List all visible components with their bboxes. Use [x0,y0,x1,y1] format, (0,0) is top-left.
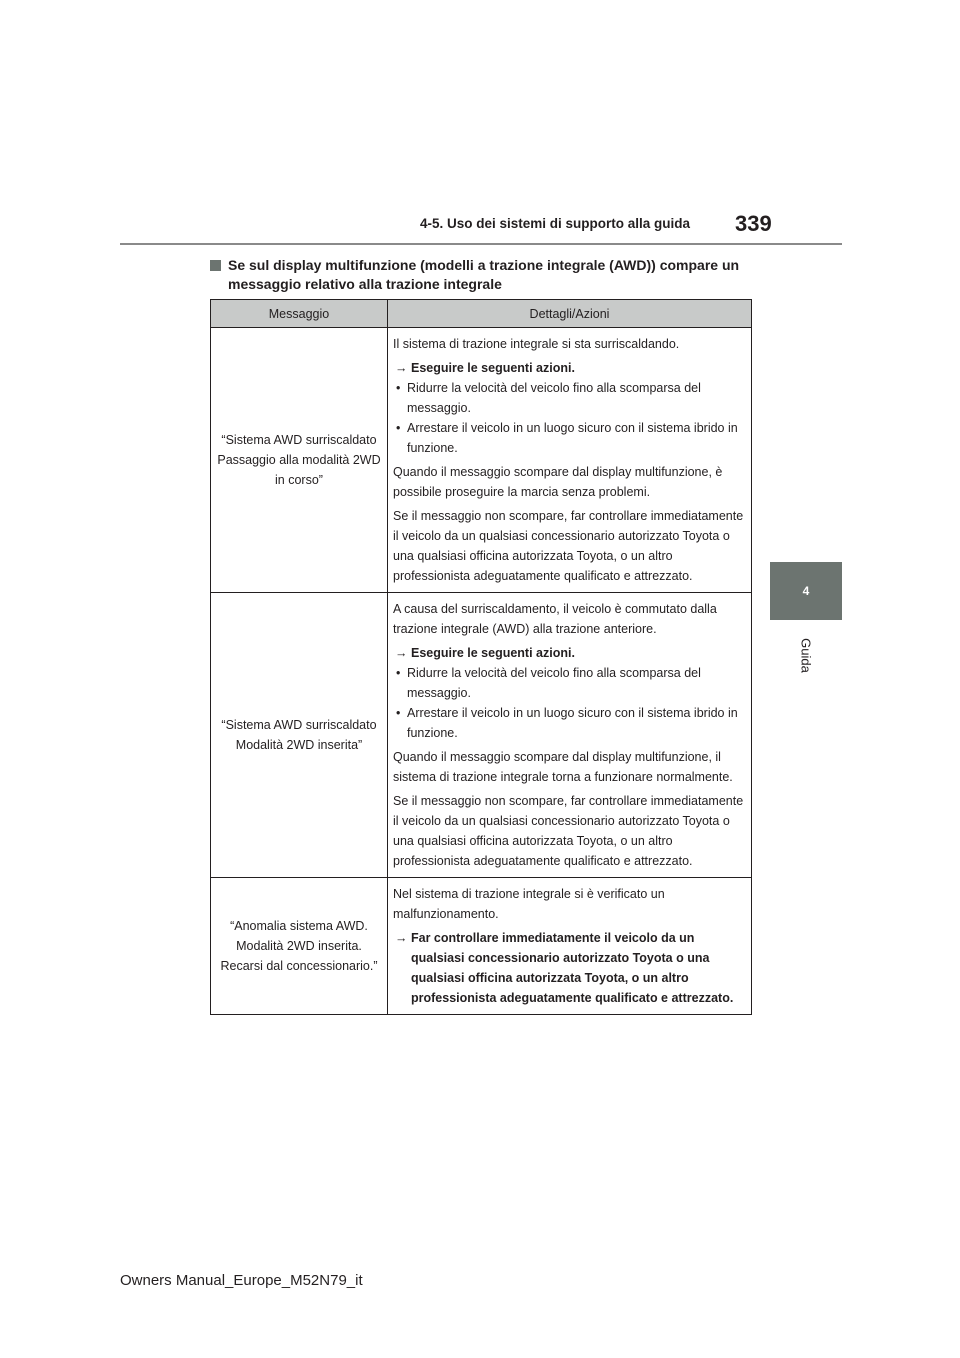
action-text: Eseguire le seguenti azioni. [411,646,575,660]
chapter-tab[interactable] [770,562,842,620]
details-note: Quando il messaggio scompare dal display multifunzione, è possibile proseguire la marcia senza problemi. [393,465,723,499]
bullet-dot-icon: • [396,666,401,680]
message-line: “Sistema AWD surriscaldato [221,433,377,447]
message-line: Modalità 2WD inserita. [236,939,362,953]
message-line: in corso” [275,473,323,487]
details-cell [388,878,752,1015]
action-text: Far controllare immediatamente il veicolo da un qualsiasi concessionario autorizzato Toyota o una qualsiasi officina autorizzata Toyota, o un altro professionista adeguatamente qualificato e attrezzato. [411,931,734,1005]
message-cell [211,878,388,1015]
action-line [393,358,747,378]
message-table [210,299,752,1015]
message-line: “Sistema AWD surriscaldato [221,718,377,732]
arrow-right-icon: → [395,931,408,945]
list-item-text: Ridurre la velocità del veicolo fino alla scomparsa del messaggio. [407,666,701,700]
list-item-text: Arrestare il veicolo in un luogo sicuro con il sistema ibrido in funzione. [407,706,738,740]
message-line: Modalità 2WD inserita” [235,738,363,752]
list-item [393,418,747,458]
arrow-right-icon: → [395,361,408,375]
running-header-title: 4-5. Uso dei sistemi di supporto alla guida [420,216,691,231]
bullet-dot-icon: • [396,421,401,435]
table-row [211,328,752,593]
square-bullet-icon [210,260,221,271]
action-line [393,643,747,663]
details-cell [388,593,752,878]
details-note: Se il messaggio non scompare, far controllare immediatamente il veicolo da un qualsiasi concessionario autorizzato Toyota o una qualsiasi officina autorizzata Toyota, o un altro professionista adeguatamente qualificato e attrezzato. [393,794,744,868]
message-cell [211,328,388,593]
bullet-dot-icon: • [396,706,401,720]
details-intro: A causa del surriscaldamento, il veicolo è commutato dalla trazione integrale (AWD) alla trazione anteriore. [393,602,717,636]
chapter-number: 4 [802,584,810,598]
details-note: Quando il messaggio scompare dal display multifunzione, il sistema di trazione integrale torna a funzionare normalmente. [393,750,733,784]
section-heading [210,256,750,294]
message-line: Recarsi dal concessionario.” [220,959,378,973]
details-note: Se il messaggio non scompare, far controllare immediatamente il veicolo da un qualsiasi concessionario autorizzato Toyota o una qualsiasi officina autorizzata Toyota, o un altro professionista adeguatamente qualificato e attrezzato. [393,509,744,583]
list-item [393,663,747,703]
footer-doc-id: Owners Manual_Europe_M52N79_it [120,1272,363,1289]
list-item-text: Arrestare il veicolo in un luogo sicuro con il sistema ibrido in funzione. [407,421,738,455]
message-line: “Anomalia sistema AWD. [230,919,368,933]
message-line: Passaggio alla modalità 2WD [217,453,381,467]
details-intro: Il sistema di trazione integrale si sta surriscaldando. [393,337,680,351]
table-row [211,878,752,1015]
action-text: Eseguire le seguenti azioni. [411,361,575,375]
list-item-text: Ridurre la velocità del veicolo fino alla scomparsa del messaggio. [407,381,701,415]
table-row [211,593,752,878]
list-item [393,378,747,418]
page-number: 339 [735,211,772,236]
chapter-label: Guida [798,638,814,673]
message-cell [211,593,388,878]
header-divider [120,243,842,245]
column-header-details: Dettagli/Azioni [388,300,752,328]
column-header-message: Messaggio [211,300,388,328]
details-cell [388,328,752,593]
section-heading-text: Se sul display multifunzione (modelli a trazione integrale (AWD)) compare un messaggio relativo alla trazione integrale [228,257,740,292]
action-line [393,928,747,1008]
table-header-row [211,300,752,328]
details-intro: Nel sistema di trazione integrale si è verificato un malfunzionamento. [393,887,665,921]
bullet-dot-icon: • [396,381,401,395]
list-item [393,703,747,743]
arrow-right-icon: → [395,646,408,660]
